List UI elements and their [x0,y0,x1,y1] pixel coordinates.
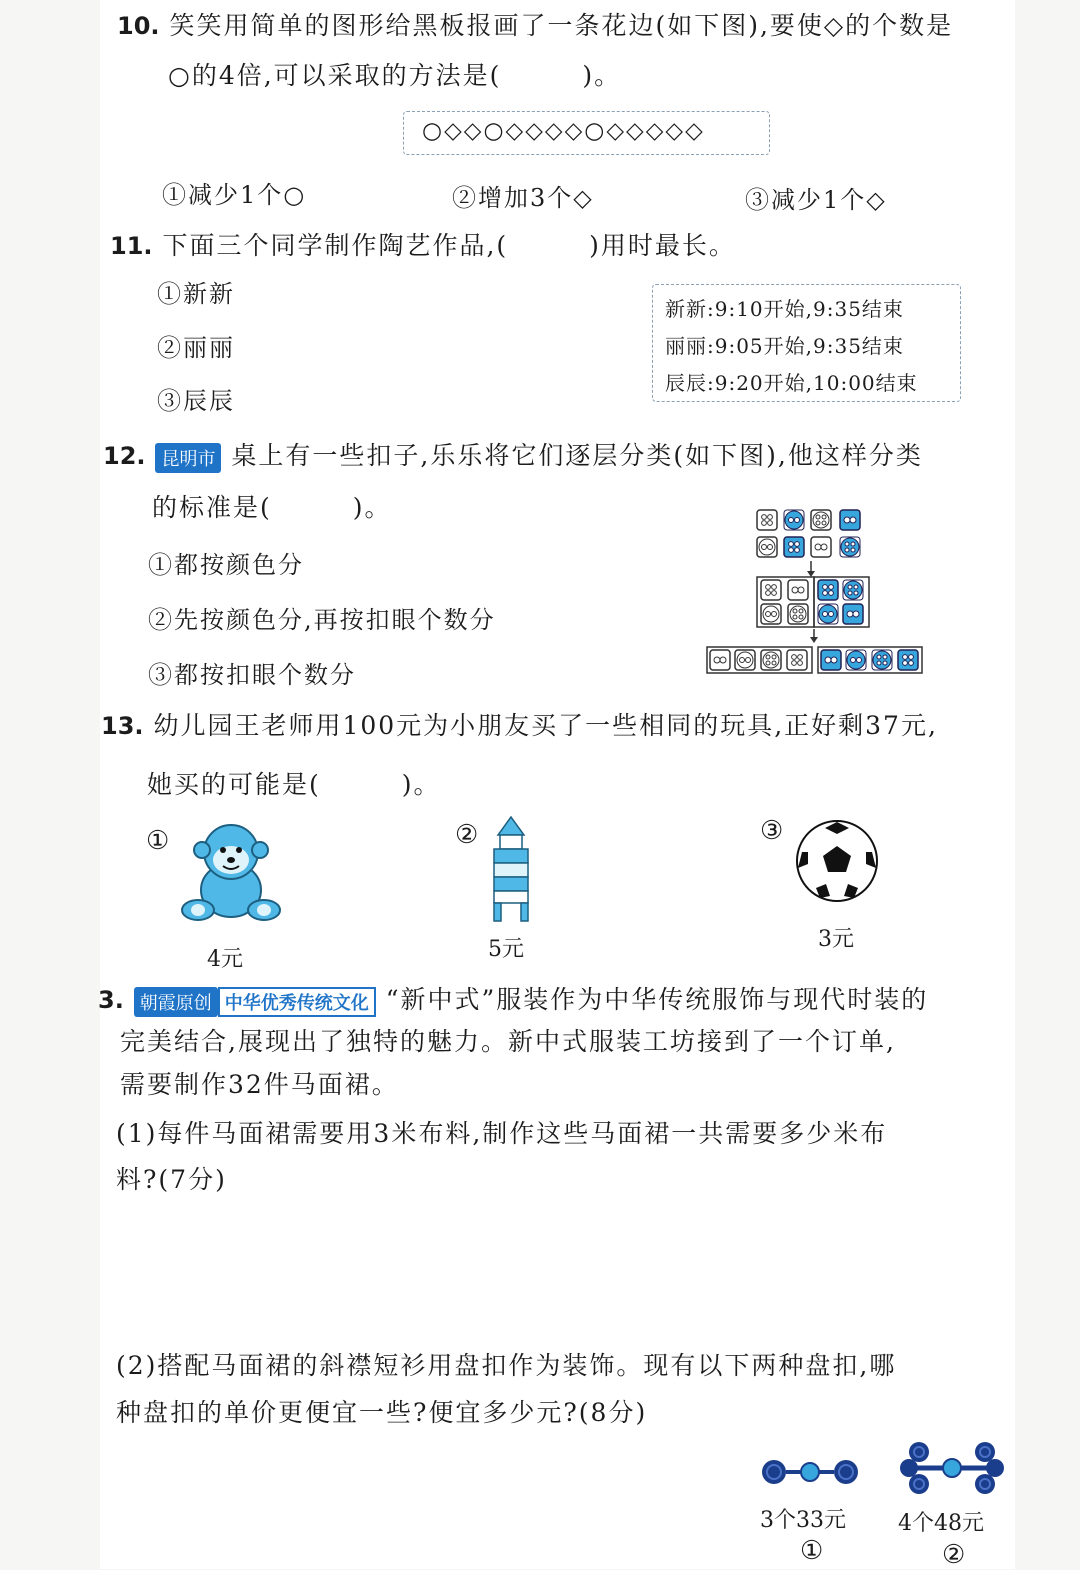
q12-text-line2: 的标准是( )。 [152,493,392,522]
q10-number: 10. [117,12,160,40]
q14-number: 3. [98,986,124,1014]
q14-tag-original: 朝霞原创 [134,987,218,1017]
q13-item3-label: ③ [760,816,786,846]
button-classification-diagram [700,505,930,680]
q13-item3-price: 3元 [818,927,854,952]
block-tower-icon [486,815,536,925]
q14-text-line3: 需要制作32件马面裙。 [120,1070,399,1099]
q13-item2-label: ② [455,820,481,850]
knot-button-2-label: ② [942,1540,968,1570]
q11-text: 下面三个同学制作陶艺作品,( )用时最长。 [162,231,736,260]
q13-text-line2: 她买的可能是( )。 [147,770,441,799]
q14-line1 [98,980,928,1017]
q10-option-2: ②增加3个◇ [452,184,594,212]
q14-text-line1: “新中式”服装作为中华传统服饰与现代时装的 [385,985,929,1014]
q12-line1 [103,436,923,473]
soccer-ball-icon [794,818,880,904]
schedule-lili: 丽丽:9:05开始,9:35结束 [665,334,904,358]
q10-text-line2: ○的4倍,可以采取的方法是( )。 [168,61,622,90]
q14-part1-line1: (1)每件马面裙需要用3米布料,制作这些马面裙一共需要多少米布 [116,1119,888,1148]
q13-item1-price: 4元 [207,947,243,972]
q11-line [110,226,736,262]
knot-button-2-icon [897,1438,1007,1498]
q13-item2-price: 5元 [488,937,524,962]
q11-number: 11. [110,232,153,260]
schedule-xinxin: 新新:9:10开始,9:35结束 [665,297,904,321]
q10-line1 [117,6,953,42]
q12-option-2: ②先按颜色分,再按扣眼个数分 [148,606,496,634]
q13-text-line1: 幼儿园王老师用100元为小朋友买了一些相同的玩具,正好剩37元, [153,711,938,740]
q11-schedule-box [652,284,961,402]
knot-button-1-icon [760,1452,860,1492]
q13-item1-label: ① [146,826,172,856]
q10-text-line1: 笑笑用简单的图形给黑板报画了一条花边(如下图),要使◇的个数是 [169,11,954,40]
q12-number: 12. [103,442,146,470]
schedule-chenchen: 辰辰:9:20开始,10:00结束 [665,371,918,395]
q12-text-line1: 桌上有一些扣子,乐乐将它们逐层分类(如下图),他这样分类 [231,441,923,470]
knot-button-1-price: 3个33元 [760,1508,846,1533]
q14-part2-line2: 种盘扣的单价更便宜一些?便宜多少元?(8分) [116,1398,648,1427]
q14-part1-line2: 料?(7分) [116,1165,227,1194]
q10-option-1: ①减少1个○ [162,181,307,209]
q11-option-1: ①新新 [157,280,235,308]
q14-text-line2: 完美结合,展现出了独特的魅力。新中式服装工坊接到了一个订单, [120,1027,896,1056]
q10-option-3: ③减少1个◇ [745,186,887,214]
q11-option-3: ③辰辰 [157,387,235,415]
q10-pattern-box [403,111,770,155]
q11-option-2: ②丽丽 [157,334,235,362]
q13-number: 13. [101,712,144,740]
q10-pattern: ○◇◇○◇◇◇◇○◇◇◇◇◇ [422,118,705,144]
q14-tag-culture: 中华优秀传统文化 [218,987,376,1017]
q12-city-tag: 昆明市 [155,443,221,473]
monkey-toy-icon [176,820,286,930]
q12-option-1: ①都按颜色分 [148,551,304,579]
q12-option-3: ③都按扣眼个数分 [148,661,356,689]
knot-button-2-price: 4个48元 [898,1511,984,1536]
q13-line1 [101,706,938,742]
knot-button-1-label: ① [800,1536,826,1566]
q14-part2-line1: (2)搭配马面裙的斜襟短衫用盘扣作为装饰。现有以下两种盘扣,哪 [116,1351,897,1380]
